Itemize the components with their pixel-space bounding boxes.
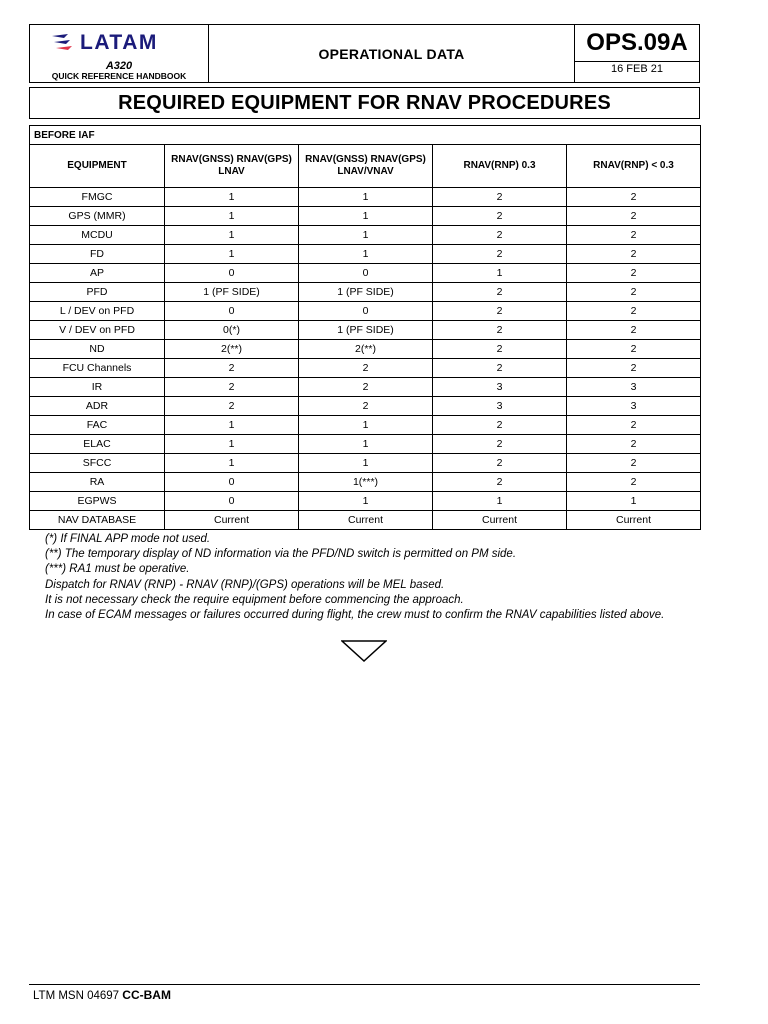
requirement-cell: 2 [433, 321, 567, 340]
table-row [30, 397, 701, 416]
table-row [30, 492, 701, 511]
table-body [30, 188, 701, 530]
document-code: OPS.09A [575, 25, 699, 62]
equipment-name-cell: GPS (MMR) [30, 207, 165, 226]
requirement-cell: 3 [567, 397, 701, 416]
column-header: RNAV(GNSS) RNAV(GPS) LNAV/VNAV [299, 145, 433, 188]
requirement-cell: 2 [567, 340, 701, 359]
note-line: In case of ECAM messages or failures occurred during flight, the crew must to confirm the RNAV capabilities listed above. [45, 609, 665, 622]
requirement-cell: 0 [299, 302, 433, 321]
requirement-cell: 2 [567, 454, 701, 473]
requirement-cell: 2 [567, 302, 701, 321]
requirement-cell: 1 [165, 416, 299, 435]
equipment-name-cell: FD [30, 245, 165, 264]
notes-list [45, 532, 705, 623]
requirement-cell: 2 [433, 435, 567, 454]
requirement-cell: 0 [165, 302, 299, 321]
requirement-cell: 2 [567, 226, 701, 245]
requirement-cell: 1 (PF SIDE) [299, 283, 433, 302]
requirement-cell: 2 [433, 454, 567, 473]
table-row [30, 454, 701, 473]
requirement-cell: 2 [165, 397, 299, 416]
requirement-cell: 1(***) [299, 473, 433, 492]
note-line: It is not necessary check the require equipment before commencing the approach. [45, 593, 464, 606]
requirement-cell: 2 [567, 416, 701, 435]
requirement-cell: 0 [165, 492, 299, 511]
requirement-cell: 1 [567, 492, 701, 511]
page-title-box [29, 87, 700, 119]
equipment-name-cell: PFD [30, 283, 165, 302]
table-row [30, 435, 701, 454]
section-title-block [208, 24, 575, 83]
requirement-cell: 2 [567, 321, 701, 340]
requirement-cell: 2 [299, 397, 433, 416]
page-footer [33, 988, 171, 1002]
requirement-cell: Current [299, 511, 433, 530]
requirement-cell: 2 [433, 188, 567, 207]
equipment-name-cell: ADR [30, 397, 165, 416]
requirement-cell: 1 [433, 264, 567, 283]
column-header: RNAV(GNSS) RNAV(GPS) LNAV [165, 145, 299, 188]
column-header: EQUIPMENT [30, 145, 165, 188]
table-row [30, 359, 701, 378]
equipment-name-cell: IR [30, 378, 165, 397]
requirement-cell: 2 [567, 435, 701, 454]
requirement-cell: 1 [433, 492, 567, 511]
requirement-cell: 2 [567, 264, 701, 283]
equipment-name-cell: L / DEV on PFD [30, 302, 165, 321]
column-header: RNAV(RNP) 0.3 [433, 145, 567, 188]
equipment-name-cell: FMGC [30, 188, 165, 207]
requirement-cell: 2 [433, 245, 567, 264]
table-row [30, 473, 701, 492]
page-header [29, 24, 700, 83]
requirement-cell: 3 [433, 397, 567, 416]
table-row [30, 321, 701, 340]
requirement-cell: 1 [165, 226, 299, 245]
requirement-cell: 2 [165, 359, 299, 378]
table-row [30, 340, 701, 359]
latam-logo-icon [50, 32, 72, 54]
requirement-cell: 1 [165, 435, 299, 454]
equipment-name-cell: V / DEV on PFD [30, 321, 165, 340]
equipment-name-cell: FAC [30, 416, 165, 435]
requirement-cell: 1 [299, 245, 433, 264]
requirement-cell: 0(*) [165, 321, 299, 340]
requirement-cell: 1 [299, 226, 433, 245]
requirement-cell: 1 [299, 454, 433, 473]
equipment-name-cell: EGPWS [30, 492, 165, 511]
requirement-cell: 2 [165, 378, 299, 397]
logo-block [29, 24, 209, 83]
requirement-cell: 2 [433, 473, 567, 492]
requirement-cell: 2 [433, 416, 567, 435]
requirement-cell: 2 [567, 207, 701, 226]
requirement-cell: 1 [165, 188, 299, 207]
requirement-cell: 2 [567, 359, 701, 378]
handbook-name: QUICK REFERENCE HANDBOOK [51, 71, 187, 81]
table-row [30, 264, 701, 283]
requirement-cell: 1 [165, 245, 299, 264]
aircraft-type: A320 [105, 60, 133, 72]
code-block [574, 24, 700, 83]
requirement-cell: 3 [567, 378, 701, 397]
requirement-cell: 1 [299, 416, 433, 435]
section-row [30, 126, 701, 145]
requirement-cell: 2 [567, 283, 701, 302]
requirement-cell: 1 [165, 207, 299, 226]
section-title: OPERATIONAL DATA [318, 45, 465, 62]
requirement-cell: Current [433, 511, 567, 530]
page-title: REQUIRED EQUIPMENT FOR RNAV PROCEDURES [118, 91, 611, 114]
requirement-cell: 2 [299, 378, 433, 397]
equipment-name-cell: ELAC [30, 435, 165, 454]
footer-divider [29, 984, 700, 985]
equipment-name-cell: FCU Channels [30, 359, 165, 378]
requirement-cell: 2 [567, 245, 701, 264]
table-row [30, 283, 701, 302]
header-row [30, 145, 701, 188]
equipment-table-wrapper [29, 125, 700, 530]
column-header: RNAV(RNP) < 0.3 [567, 145, 701, 188]
note-line: (***) RA1 must be operative. [45, 563, 190, 576]
requirement-cell: 0 [165, 264, 299, 283]
requirement-cell: 1 [299, 492, 433, 511]
table-row [30, 416, 701, 435]
requirement-cell: 1 (PF SIDE) [299, 321, 433, 340]
equipment-name-cell: ND [30, 340, 165, 359]
equipment-table [29, 125, 701, 530]
latam-logo [50, 31, 158, 55]
requirement-cell: 0 [299, 264, 433, 283]
requirement-cell: 1 [299, 188, 433, 207]
equipment-name-cell: RA [30, 473, 165, 492]
table-row [30, 378, 701, 397]
requirement-cell: 1 [299, 207, 433, 226]
equipment-name-cell: SFCC [30, 454, 165, 473]
requirement-cell: 2 [299, 359, 433, 378]
requirement-cell: Current [567, 511, 701, 530]
requirement-cell: 0 [165, 473, 299, 492]
equipment-name-cell: AP [30, 264, 165, 283]
requirement-cell: 2 [433, 302, 567, 321]
revision-date: 16 FEB 21 [611, 63, 663, 75]
table-row [30, 511, 701, 530]
requirement-cell: 2 [567, 473, 701, 492]
requirement-cell: 1 (PF SIDE) [165, 283, 299, 302]
table-row [30, 226, 701, 245]
requirement-cell: 2 [433, 359, 567, 378]
footer-registration: CC-BAM [122, 988, 171, 1002]
requirement-cell: 2(**) [165, 340, 299, 359]
logo-text: LATAM [80, 31, 158, 54]
note-line: (**) The temporary display of ND information via the PFD/ND switch is permitted on PM side. [45, 548, 517, 561]
requirement-cell: 2 [433, 226, 567, 245]
requirement-cell: 2 [567, 188, 701, 207]
table-row [30, 207, 701, 226]
requirement-cell: 2 [433, 340, 567, 359]
requirement-cell: 2 [433, 283, 567, 302]
note-line: Dispatch for RNAV (RNP) - RNAV (RNP)/(GPS) operations will be MEL based. [45, 578, 445, 591]
equipment-name-cell: NAV DATABASE [30, 511, 165, 530]
equipment-name-cell: MCDU [30, 226, 165, 245]
requirement-cell: 2(**) [299, 340, 433, 359]
requirement-cell: 2 [433, 207, 567, 226]
requirement-cell: 1 [299, 435, 433, 454]
requirement-cell: Current [165, 511, 299, 530]
section-label: BEFORE IAF [30, 126, 701, 145]
footer-msn: LTM MSN 04697 [33, 990, 120, 1002]
down-arrow-icon [341, 640, 387, 662]
table-row [30, 188, 701, 207]
table-row [30, 245, 701, 264]
note-line: (*) If FINAL APP mode not used. [45, 533, 211, 545]
table-row [30, 302, 701, 321]
requirement-cell: 3 [433, 378, 567, 397]
requirement-cell: 1 [165, 454, 299, 473]
